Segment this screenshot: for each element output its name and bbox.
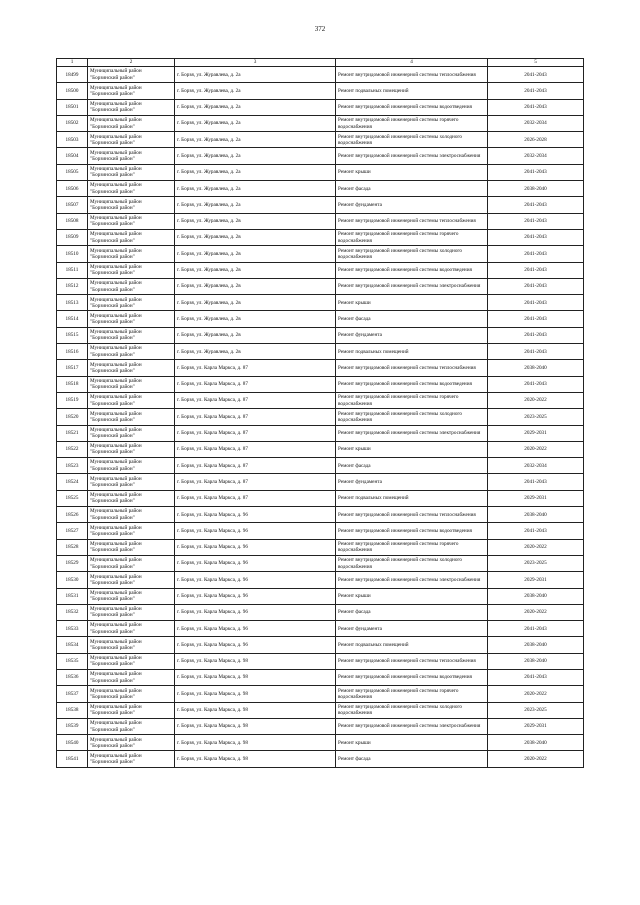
- period-cell: 2041-2043: [488, 376, 584, 392]
- address-cell: г. Борзя, ул. Карла Маркса, д. 87: [175, 392, 336, 408]
- work-type-cell: Ремонт крыши: [336, 295, 488, 311]
- row-number: 18506: [57, 181, 88, 197]
- address-cell: г. Борзя, ул. Карла Маркса, д. 96: [175, 588, 336, 604]
- table-row: [57, 653, 584, 669]
- table-row: [57, 213, 584, 229]
- row-number: 18515: [57, 327, 88, 343]
- table-row: [57, 441, 584, 457]
- district-cell: Муниципальный район "Борзинский район": [88, 441, 175, 457]
- row-number: 18512: [57, 278, 88, 294]
- period-cell: 2020-2022: [488, 604, 584, 620]
- row-number: 18517: [57, 360, 88, 376]
- district-cell: Муниципальный район "Борзинский район": [88, 376, 175, 392]
- work-type-cell: Ремонт внутридомовой инженерной системы водоотведения: [336, 99, 488, 115]
- district-cell: Муниципальный район "Борзинский район": [88, 686, 175, 702]
- table-row: [57, 197, 584, 213]
- address-cell: г. Борзя, ул. Журавлева, д. 2в: [175, 344, 336, 360]
- page-number: 372: [314, 25, 326, 33]
- address-cell: г. Борзя, ул. Журавлева, д. 2в: [175, 278, 336, 294]
- row-number: 18530: [57, 572, 88, 588]
- period-cell: 2041-2043: [488, 327, 584, 343]
- table-row: [57, 181, 584, 197]
- work-type-cell: Ремонт внутридомовой инженерной системы холодного водоснабжения: [336, 246, 488, 262]
- period-cell: 2023-2025: [488, 409, 584, 425]
- table-row: [57, 523, 584, 539]
- period-cell: 2020-2022: [488, 392, 584, 408]
- table-row: [57, 229, 584, 245]
- period-cell: 2032-2034: [488, 458, 584, 474]
- table-row: [57, 360, 584, 376]
- period-cell: 2038-2040: [488, 507, 584, 523]
- work-type-cell: Ремонт внутридомовой инженерной системы горячего водоснабжения: [336, 229, 488, 245]
- table-row: [57, 376, 584, 392]
- row-number: 18519: [57, 392, 88, 408]
- table-row: [57, 392, 584, 408]
- period-cell: 2041-2043: [488, 197, 584, 213]
- district-cell: Муниципальный район "Борзинский район": [88, 311, 175, 327]
- period-cell: 2038-2040: [488, 735, 584, 751]
- work-type-cell: Ремонт внутридомовой инженерной системы теплоснабжения: [336, 653, 488, 669]
- work-type-cell: Ремонт внутридомовой инженерной системы водоотведения: [336, 669, 488, 685]
- address-cell: г. Борзя, ул. Журавлева, д. 2а: [175, 67, 336, 83]
- work-type-cell: Ремонт подвальных помещений: [336, 83, 488, 99]
- work-type-cell: Ремонт внутридомовой инженерной системы водоотведения: [336, 376, 488, 392]
- table-row: [57, 751, 584, 767]
- period-cell: 2026-2028: [488, 132, 584, 148]
- row-number: 18513: [57, 295, 88, 311]
- address-cell: г. Борзя, ул. Журавлева, д. 2в: [175, 327, 336, 343]
- row-number: 18537: [57, 686, 88, 702]
- address-cell: г. Борзя, ул. Карла Маркса, д. 87: [175, 360, 336, 376]
- work-type-cell: Ремонт крыши: [336, 588, 488, 604]
- period-cell: 2029-2031: [488, 425, 584, 441]
- row-number: 18535: [57, 653, 88, 669]
- district-cell: Муниципальный район "Борзинский район": [88, 588, 175, 604]
- period-cell: 2038-2040: [488, 588, 584, 604]
- address-cell: г. Борзя, ул. Карла Маркса, д. 87: [175, 409, 336, 425]
- table-row: [57, 115, 584, 131]
- row-number: 18534: [57, 637, 88, 653]
- district-cell: Муниципальный район "Борзинский район": [88, 164, 175, 180]
- district-cell: Муниципальный район "Борзинский район": [88, 67, 175, 83]
- address-cell: г. Борзя, ул. Журавлева, д. 2а: [175, 83, 336, 99]
- work-type-cell: Ремонт внутридомовой инженерной системы горячего водоснабжения: [336, 392, 488, 408]
- table-row: [57, 246, 584, 262]
- table-body: [57, 67, 584, 768]
- row-number: 18502: [57, 115, 88, 131]
- address-cell: г. Борзя, ул. Журавлева, д. 2а: [175, 197, 336, 213]
- table-row: [57, 425, 584, 441]
- table-row: [57, 83, 584, 99]
- row-number: 18508: [57, 213, 88, 229]
- work-type-cell: Ремонт внутридомовой инженерной системы холодного водоснабжения: [336, 132, 488, 148]
- row-number: 18531: [57, 588, 88, 604]
- table-row: [57, 588, 584, 604]
- table-row: [57, 555, 584, 571]
- work-type-cell: Ремонт внутридомовой инженерной системы горячего водоснабжения: [336, 115, 488, 131]
- district-cell: Муниципальный район "Борзинский район": [88, 409, 175, 425]
- address-cell: г. Борзя, ул. Карла Маркса, д. 87: [175, 376, 336, 392]
- row-number: 18509: [57, 229, 88, 245]
- row-number: 18539: [57, 718, 88, 734]
- address-cell: г. Борзя, ул. Журавлева, д. 2в: [175, 295, 336, 311]
- row-number: 18521: [57, 425, 88, 441]
- work-type-cell: Ремонт внутридомовой инженерной системы теплоснабжения: [336, 67, 488, 83]
- period-cell: 2041-2043: [488, 344, 584, 360]
- district-cell: Муниципальный район "Борзинский район": [88, 213, 175, 229]
- period-cell: 2023-2025: [488, 555, 584, 571]
- district-cell: Муниципальный район "Борзинский район": [88, 718, 175, 734]
- district-cell: Муниципальный район "Борзинский район": [88, 197, 175, 213]
- work-type-cell: Ремонт подвальных помещений: [336, 490, 488, 506]
- row-number: 18527: [57, 523, 88, 539]
- table-row: [57, 67, 584, 83]
- table-row: [57, 148, 584, 164]
- district-cell: Муниципальный район "Борзинский район": [88, 295, 175, 311]
- district-cell: Муниципальный район "Борзинский район": [88, 539, 175, 555]
- address-cell: г. Борзя, ул. Журавлева, д. 2а: [175, 164, 336, 180]
- address-cell: г. Борзя, ул. Карла Маркса, д. 87: [175, 490, 336, 506]
- row-number: 18525: [57, 490, 88, 506]
- period-cell: 2029-2031: [488, 490, 584, 506]
- work-type-cell: Ремонт фундамента: [336, 474, 488, 490]
- period-cell: 2020-2022: [488, 686, 584, 702]
- address-cell: г. Борзя, ул. Карла Маркса, д. 98: [175, 718, 336, 734]
- work-type-cell: Ремонт внутридомовой инженерной системы теплоснабжения: [336, 360, 488, 376]
- address-cell: г. Борзя, ул. Карла Маркса, д. 98: [175, 653, 336, 669]
- row-number: 18526: [57, 507, 88, 523]
- row-number: 18523: [57, 458, 88, 474]
- address-cell: г. Борзя, ул. Карла Маркса, д. 96: [175, 555, 336, 571]
- row-number: 18503: [57, 132, 88, 148]
- period-cell: 2038-2040: [488, 637, 584, 653]
- address-cell: г. Борзя, ул. Карла Маркса, д. 87: [175, 458, 336, 474]
- address-cell: г. Борзя, ул. Карла Маркса, д. 96: [175, 507, 336, 523]
- work-type-cell: Ремонт подвальных помещений: [336, 344, 488, 360]
- district-cell: Муниципальный район "Борзинский район": [88, 392, 175, 408]
- district-cell: Муниципальный район "Борзинский район": [88, 669, 175, 685]
- row-number: 18522: [57, 441, 88, 457]
- district-cell: Муниципальный район "Борзинский район": [88, 751, 175, 767]
- table-row: [57, 637, 584, 653]
- address-cell: г. Борзя, ул. Карла Маркса, д. 98: [175, 702, 336, 718]
- table-row: [57, 409, 584, 425]
- row-number: 18532: [57, 604, 88, 620]
- table-row: [57, 295, 584, 311]
- address-cell: г. Борзя, ул. Карла Маркса, д. 98: [175, 669, 336, 685]
- row-number: 18520: [57, 409, 88, 425]
- table-row: [57, 604, 584, 620]
- work-type-cell: Ремонт фасада: [336, 604, 488, 620]
- work-type-cell: Ремонт внутридомовой инженерной системы электроснабжения: [336, 148, 488, 164]
- address-cell: г. Борзя, ул. Журавлева, д. 2а: [175, 181, 336, 197]
- row-number: 18540: [57, 735, 88, 751]
- period-cell: 2041-2043: [488, 67, 584, 83]
- work-type-cell: Ремонт крыши: [336, 164, 488, 180]
- table-row: [57, 311, 584, 327]
- address-cell: г. Борзя, ул. Журавлева, д. 2в: [175, 246, 336, 262]
- address-cell: г. Борзя, ул. Карла Маркса, д. 87: [175, 474, 336, 490]
- district-cell: Муниципальный район "Борзинский район": [88, 115, 175, 131]
- period-cell: 2020-2022: [488, 441, 584, 457]
- district-cell: Муниципальный район "Борзинский район": [88, 83, 175, 99]
- table-row: [57, 669, 584, 685]
- period-cell: 2038-2040: [488, 181, 584, 197]
- row-number: 18536: [57, 669, 88, 685]
- district-cell: Муниципальный район "Борзинский район": [88, 604, 175, 620]
- address-cell: г. Борзя, ул. Журавлева, д. 2а: [175, 148, 336, 164]
- address-cell: г. Борзя, ул. Журавлева, д. 2в: [175, 311, 336, 327]
- district-cell: Муниципальный район "Борзинский район": [88, 490, 175, 506]
- address-cell: г. Борзя, ул. Карла Маркса, д. 96: [175, 523, 336, 539]
- table-row: [57, 702, 584, 718]
- period-cell: 2041-2043: [488, 621, 584, 637]
- work-type-cell: Ремонт внутридомовой инженерной системы холодного водоснабжения: [336, 702, 488, 718]
- table-row: [57, 132, 584, 148]
- period-cell: 2020-2022: [488, 539, 584, 555]
- address-cell: г. Борзя, ул. Карла Маркса, д. 96: [175, 572, 336, 588]
- row-number: 18499: [57, 67, 88, 83]
- work-type-cell: Ремонт внутридомовой инженерной системы холодного водоснабжения: [336, 409, 488, 425]
- work-type-cell: Ремонт внутридомовой инженерной системы теплоснабжения: [336, 507, 488, 523]
- table-row: [57, 686, 584, 702]
- work-type-cell: Ремонт фасада: [336, 181, 488, 197]
- address-cell: г. Борзя, ул. Карла Маркса, д. 98: [175, 686, 336, 702]
- work-type-cell: Ремонт внутридомовой инженерной системы электроснабжения: [336, 718, 488, 734]
- row-number: 18518: [57, 376, 88, 392]
- row-number: 18514: [57, 311, 88, 327]
- district-cell: Муниципальный район "Борзинский район": [88, 181, 175, 197]
- table-row: [57, 735, 584, 751]
- work-type-cell: Ремонт внутридомовой инженерной системы электроснабжения: [336, 425, 488, 441]
- table-row: [57, 572, 584, 588]
- period-cell: 2041-2043: [488, 295, 584, 311]
- work-type-cell: Ремонт фундамента: [336, 621, 488, 637]
- period-cell: 2023-2025: [488, 702, 584, 718]
- work-type-cell: Ремонт внутридомовой инженерной системы водоотведения: [336, 523, 488, 539]
- table-row: [57, 344, 584, 360]
- district-cell: Муниципальный район "Борзинский район": [88, 458, 175, 474]
- work-type-cell: Ремонт фасада: [336, 458, 488, 474]
- district-cell: Муниципальный район "Борзинский район": [88, 653, 175, 669]
- address-cell: г. Борзя, ул. Карла Маркса, д. 96: [175, 621, 336, 637]
- district-cell: Муниципальный район "Борзинский район": [88, 474, 175, 490]
- period-cell: 2041-2043: [488, 311, 584, 327]
- row-number: 18529: [57, 555, 88, 571]
- table-row: [57, 507, 584, 523]
- address-cell: г. Борзя, ул. Карла Маркса, д. 98: [175, 735, 336, 751]
- period-cell: 2020-2022: [488, 751, 584, 767]
- work-type-cell: Ремонт крыши: [336, 735, 488, 751]
- district-cell: Муниципальный район "Борзинский район": [88, 572, 175, 588]
- period-cell: 2041-2043: [488, 278, 584, 294]
- district-cell: Муниципальный район "Борзинский район": [88, 327, 175, 343]
- address-cell: г. Борзя, ул. Журавлева, д. 2в: [175, 229, 336, 245]
- period-cell: 2041-2043: [488, 523, 584, 539]
- address-cell: г. Борзя, ул. Карла Маркса, д. 96: [175, 539, 336, 555]
- district-cell: Муниципальный район "Борзинский район": [88, 360, 175, 376]
- district-cell: Муниципальный район "Борзинский район": [88, 148, 175, 164]
- district-cell: Муниципальный район "Борзинский район": [88, 132, 175, 148]
- row-number: 18538: [57, 702, 88, 718]
- address-cell: г. Борзя, ул. Журавлева, д. 2а: [175, 132, 336, 148]
- work-type-cell: Ремонт подвальных помещений: [336, 637, 488, 653]
- work-type-cell: Ремонт внутридомовой инженерной системы теплоснабжения: [336, 213, 488, 229]
- district-cell: Муниципальный район "Борзинский район": [88, 344, 175, 360]
- district-cell: Муниципальный район "Борзинский район": [88, 523, 175, 539]
- table-row: [57, 718, 584, 734]
- period-cell: 2041-2043: [488, 164, 584, 180]
- address-cell: г. Борзя, ул. Журавлева, д. 2а: [175, 99, 336, 115]
- table-row: [57, 278, 584, 294]
- row-number: 18528: [57, 539, 88, 555]
- table-row: [57, 99, 584, 115]
- period-cell: 2041-2043: [488, 246, 584, 262]
- work-type-cell: Ремонт внутридомовой инженерной системы горячего водоснабжения: [336, 686, 488, 702]
- district-cell: Муниципальный район "Борзинский район": [88, 99, 175, 115]
- row-number: 18500: [57, 83, 88, 99]
- row-number: 18501: [57, 99, 88, 115]
- district-cell: Муниципальный район "Борзинский район": [88, 555, 175, 571]
- header-col-4: 4: [336, 59, 488, 67]
- district-cell: Муниципальный район "Борзинский район": [88, 425, 175, 441]
- address-cell: г. Борзя, ул. Карла Маркса, д. 98: [175, 751, 336, 767]
- district-cell: Муниципальный район "Борзинский район": [88, 621, 175, 637]
- district-cell: Муниципальный район "Борзинский район": [88, 637, 175, 653]
- work-type-cell: Ремонт внутридомовой инженерной системы электроснабжения: [336, 278, 488, 294]
- row-number: 18505: [57, 164, 88, 180]
- district-cell: Муниципальный район "Борзинский район": [88, 229, 175, 245]
- address-cell: г. Борзя, ул. Карла Маркса, д. 96: [175, 604, 336, 620]
- period-cell: 2041-2043: [488, 474, 584, 490]
- work-type-cell: Ремонт внутридомовой инженерной системы холодного водоснабжения: [336, 555, 488, 571]
- work-type-cell: Ремонт фасада: [336, 311, 488, 327]
- row-number: 18507: [57, 197, 88, 213]
- table-row: [57, 621, 584, 637]
- period-cell: 2041-2043: [488, 262, 584, 278]
- period-cell: 2041-2043: [488, 83, 584, 99]
- period-cell: 2032-2034: [488, 115, 584, 131]
- table-row: [57, 327, 584, 343]
- period-cell: 2041-2043: [488, 669, 584, 685]
- period-cell: 2038-2040: [488, 360, 584, 376]
- district-cell: Муниципальный район "Борзинский район": [88, 278, 175, 294]
- address-cell: г. Борзя, ул. Карла Маркса, д. 87: [175, 441, 336, 457]
- table-row: [57, 490, 584, 506]
- row-number: 18504: [57, 148, 88, 164]
- district-cell: Муниципальный район "Борзинский район": [88, 246, 175, 262]
- table-row: [57, 474, 584, 490]
- row-number: 18510: [57, 246, 88, 262]
- header-col-1: 1: [57, 59, 88, 67]
- work-type-cell: Ремонт фасада: [336, 751, 488, 767]
- header-col-5: 5: [488, 59, 584, 67]
- row-number: 18516: [57, 344, 88, 360]
- district-cell: Муниципальный район "Борзинский район": [88, 262, 175, 278]
- work-type-cell: Ремонт внутридомовой инженерной системы электроснабжения: [336, 572, 488, 588]
- period-cell: 2041-2043: [488, 99, 584, 115]
- repair-schedule-table: [56, 58, 584, 768]
- table-row: [57, 539, 584, 555]
- row-number: 18541: [57, 751, 88, 767]
- work-type-cell: Ремонт внутридомовой инженерной системы горячего водоснабжения: [336, 539, 488, 555]
- table-header-row: [57, 59, 584, 67]
- row-number: 18533: [57, 621, 88, 637]
- row-number: 18524: [57, 474, 88, 490]
- address-cell: г. Борзя, ул. Журавлева, д. 2в: [175, 262, 336, 278]
- period-cell: 2032-2034: [488, 148, 584, 164]
- work-type-cell: Ремонт внутридомовой инженерной системы водоотведения: [336, 262, 488, 278]
- table-row: [57, 262, 584, 278]
- period-cell: 2029-2031: [488, 572, 584, 588]
- work-type-cell: Ремонт фундамента: [336, 327, 488, 343]
- district-cell: Муниципальный район "Борзинский район": [88, 735, 175, 751]
- row-number: 18511: [57, 262, 88, 278]
- period-cell: 2038-2040: [488, 653, 584, 669]
- address-cell: г. Борзя, ул. Карла Маркса, д. 96: [175, 637, 336, 653]
- header-col-2: 2: [88, 59, 175, 67]
- address-cell: г. Борзя, ул. Журавлева, д. 2а: [175, 115, 336, 131]
- table-row: [57, 164, 584, 180]
- district-cell: Муниципальный район "Борзинский район": [88, 507, 175, 523]
- address-cell: г. Борзя, ул. Журавлева, д. 2в: [175, 213, 336, 229]
- header-col-3: 3: [175, 59, 336, 67]
- period-cell: 2029-2031: [488, 718, 584, 734]
- address-cell: г. Борзя, ул. Карла Маркса, д. 87: [175, 425, 336, 441]
- period-cell: 2041-2043: [488, 213, 584, 229]
- period-cell: 2041-2043: [488, 229, 584, 245]
- work-type-cell: Ремонт фундамента: [336, 197, 488, 213]
- work-type-cell: Ремонт крыши: [336, 441, 488, 457]
- table-row: [57, 458, 584, 474]
- district-cell: Муниципальный район "Борзинский район": [88, 702, 175, 718]
